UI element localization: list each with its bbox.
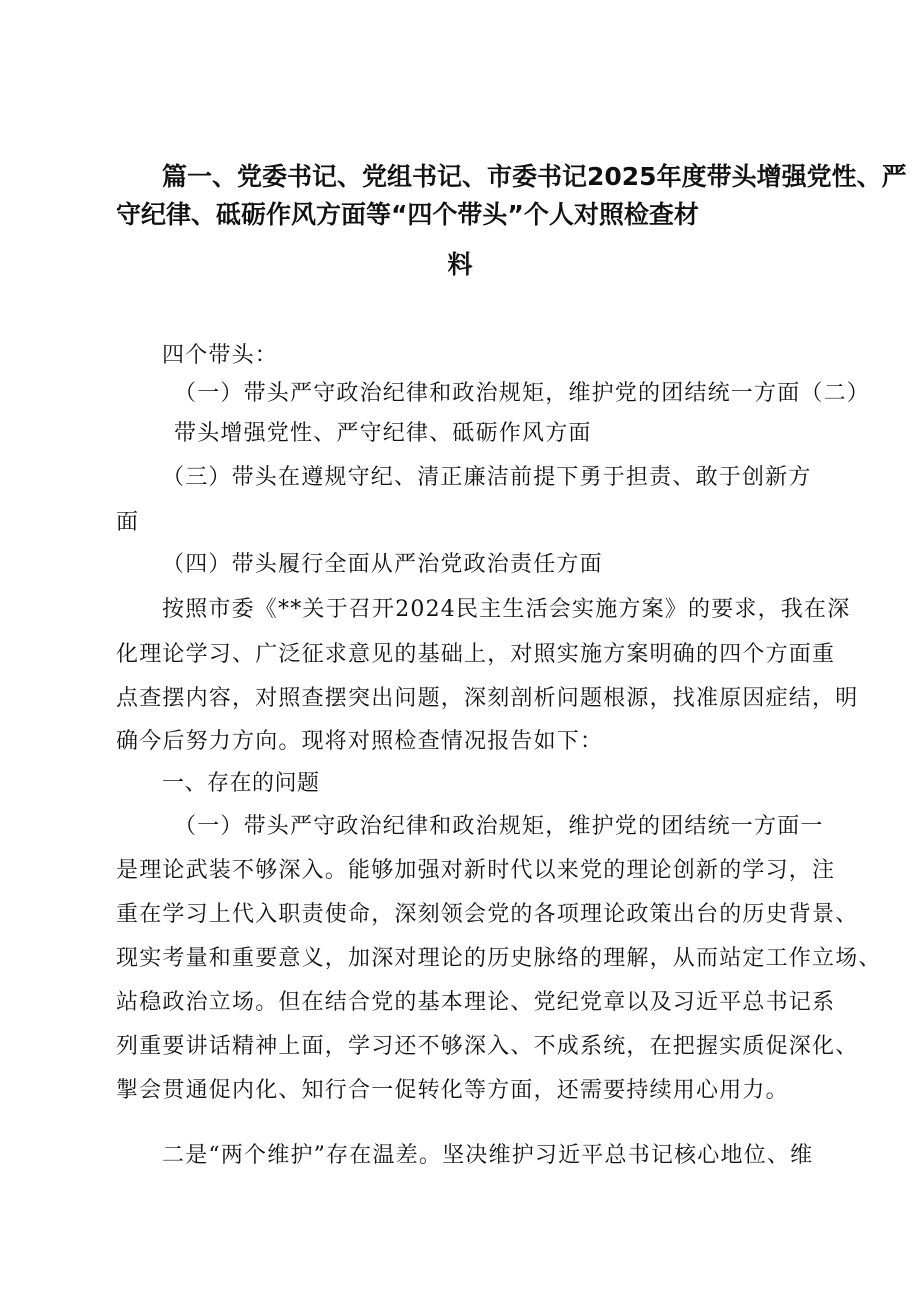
text-line: 按照市委《**关于召开2024民主生活会实施方案》的要求，我在深 bbox=[162, 597, 851, 622]
text-line: （一）带头严守政治纪律和政治规矩，维护党的团结统一方面一 bbox=[174, 814, 824, 839]
text-line: 带头增强党性、严守纪律、砥砺作风方面 bbox=[174, 421, 592, 446]
text-line: 列重要讲话精神上面，学习还不够深入、不成系统，在把握实质促深化、 bbox=[116, 1034, 859, 1059]
document-title-line-2: 守纪律、砥砺作风方面等“四个带头”个人对照检查材 bbox=[116, 200, 699, 229]
text-line: 现实考量和重要意义，加深对理论的历史脉络的理解，从而站定工作立场、 bbox=[116, 946, 882, 971]
text-line: 确今后努力方向。现将对照检查情况报告如下： bbox=[116, 729, 604, 754]
document-title-line-1: 篇一、党委书记、党组书记、市委书记2025年度带头增强党性、严 bbox=[162, 162, 907, 191]
text-line: 四个带头： bbox=[162, 343, 279, 368]
text-line: 站稳政治立场。但在结合党的基本理论、党纪党章以及习近平总书记系 bbox=[116, 990, 836, 1015]
text-line: 面 bbox=[116, 510, 140, 535]
text-line: （一）带头严守政治纪律和政治规矩，维护党的团结统一方面（二） bbox=[174, 381, 871, 406]
text-line: 二是“两个维护”存在温差。坚决维护习近平总书记核心地位、维 bbox=[162, 1143, 814, 1168]
section-heading: 一、存在的问题 bbox=[162, 771, 320, 796]
text-line: （四）带头履行全面从严治党政治责任方面 bbox=[162, 552, 603, 577]
text-line: 点查摆内容，对照查摆突出问题，深刻剖析问题根源，找准原因症结，明 bbox=[116, 686, 859, 711]
text-line: 重在学习上代入职责使命，深刻领会党的各项理论政策出台的历史背景、 bbox=[116, 902, 859, 927]
text-line: 是理论武装不够深入。能够加强对新时代以来党的理论创新的学习，注 bbox=[116, 858, 836, 883]
text-line: 化理论学习、广泛征求意见的基础上，对照实施方案明确的四个方面重 bbox=[116, 642, 836, 667]
text-line: 掣会贯通促内化、知行合一促转化等方面，还需要持续用心用力。 bbox=[116, 1078, 789, 1103]
text-line: （三）带头在遵规守纪、清正廉洁前提下勇于担责、敢于创新方 bbox=[162, 465, 812, 490]
document-title-line-3: 料 bbox=[447, 250, 473, 279]
